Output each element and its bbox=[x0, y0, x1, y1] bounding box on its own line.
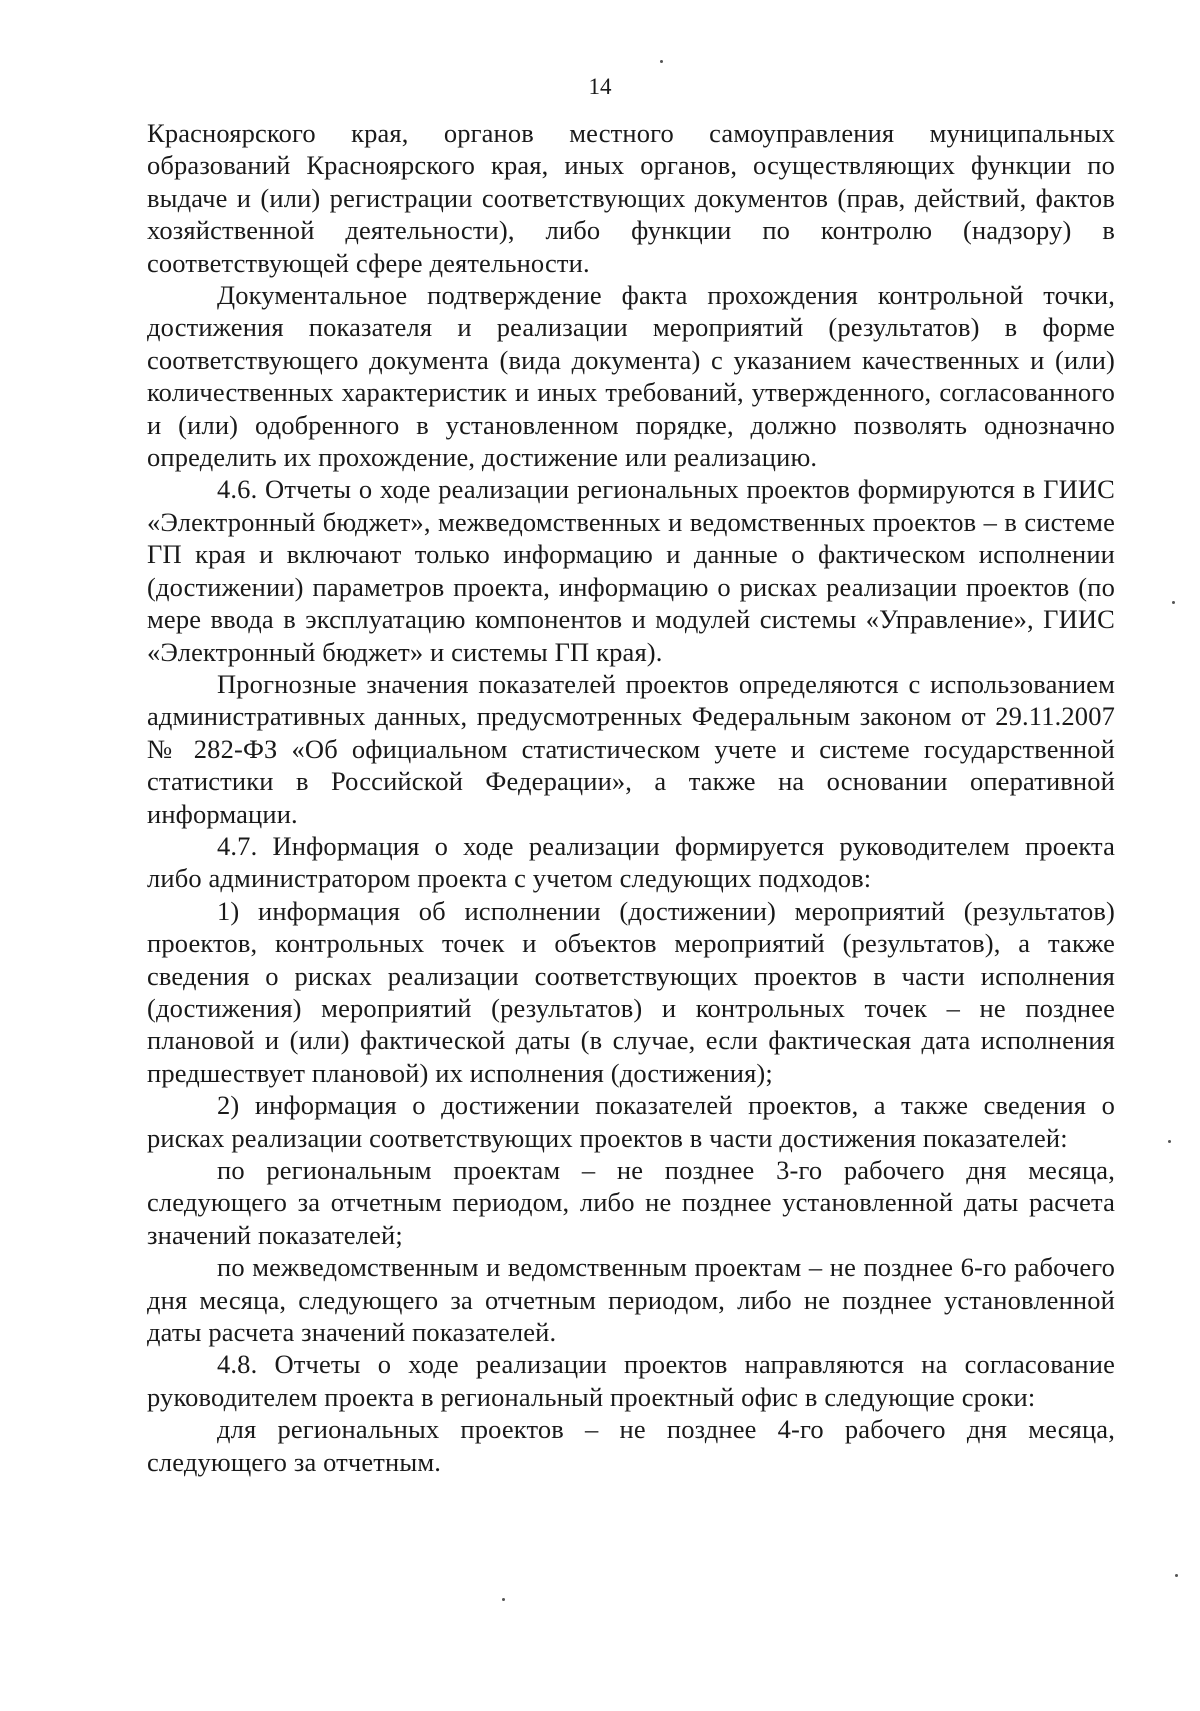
paragraph-item-2: 2) информация о достижении показателей проектов, а также сведения о рисках реализации соответствующих проектов в части достижения показателей: bbox=[147, 1090, 1115, 1153]
document-body bbox=[147, 117, 1115, 1478]
scan-speck bbox=[660, 60, 663, 63]
paragraph-forecast-values: Прогнозные значения показателей проектов определяются с использованием административных данных, предусмотренных Федеральным законом от 29.11.2007 № 282-ФЗ «Об официальном статистическом учете и системе государственной статистики в Российской Федерации», а также на основании оперативной информации. bbox=[147, 668, 1115, 829]
paragraph-4-6: 4.6. Отчеты о ходе реализации региональных проектов формируются в ГИИС «Электронный бюджет», межведомственных и ведомственных проектов – в системе ГП края и включают только информацию и данные о фактическом исполнении (достижении) параметров проекта, информацию о рисках реализации проектов (по мере ввода в эксплуатацию компонентов и модулей системы «Управление», ГИИС «Электронный бюджет» и системы ГП края). bbox=[147, 474, 1115, 667]
scan-speck bbox=[1168, 1140, 1171, 1143]
paragraph-continuation: Красноярского края, органов местного самоуправления муниципальных образований Красноярского края, иных органов, осуществляющих функции по выдаче и (или) регистрации соответствующих документов (прав, действий, фактов хозяйственной деятельности), либо функции по контролю (надзору) в соответствующей сфере деятельности. bbox=[147, 118, 1115, 278]
scan-speck bbox=[1175, 1574, 1178, 1577]
scan-speck bbox=[502, 1598, 505, 1601]
paragraph-regional-projects-deadline: по региональным проектам – не позднее 3-го рабочего дня месяца, следующего за отчетным периодом, либо не позднее установленной даты расчета значений показателей; bbox=[147, 1155, 1115, 1250]
paragraph-interdepartmental-projects-deadline: по межведомственным и ведомственным проектам – не позднее 6-го рабочего дня месяца, следующего за отчетным периодом, либо не позднее установленной даты расчета значений показателей. bbox=[147, 1252, 1115, 1348]
paragraph-documentary-confirmation: Документальное подтверждение факта прохождения контрольной точки, достижения показателя и реализации мероприятий (результатов) в форме соответствующего документа (вида документа) с указанием качественных и (или) количественных характеристик и иных требований, утвержденного, согласованного и (или) одобренного в установленном порядке, должно позволять однозначно определить их прохождение, достижение или реализацию. bbox=[147, 280, 1115, 473]
page-number: 14 bbox=[588, 74, 612, 99]
paragraph-4-8: 4.8. Отчеты о ходе реализации проектов направляются на согласование руководителем проекта в региональный проектный офис в следующие сроки: bbox=[147, 1349, 1115, 1412]
paragraph-item-1: 1) информация об исполнении (достижении) мероприятий (результатов) проектов, контрольных точек и объектов мероприятий (результатов), а также сведения о рисках реализации соответствующих проектов в части исполнения (достижения) мероприятий (результатов) и контрольных точек – не позднее плановой и (или) фактической даты (в случае, если фактическая дата исполнения предшествует плановой) их исполнения (достижения); bbox=[147, 895, 1115, 1088]
paragraph-regional-report-deadline: для региональных проектов – не позднее 4-го рабочего дня месяца, следующего за отчетным. bbox=[147, 1414, 1115, 1477]
scan-speck bbox=[1172, 601, 1175, 604]
paragraph-4-7: 4.7. Информация о ходе реализации формируется руководителем проекта либо администратором проекта с учетом следующих подходов: bbox=[147, 830, 1115, 894]
